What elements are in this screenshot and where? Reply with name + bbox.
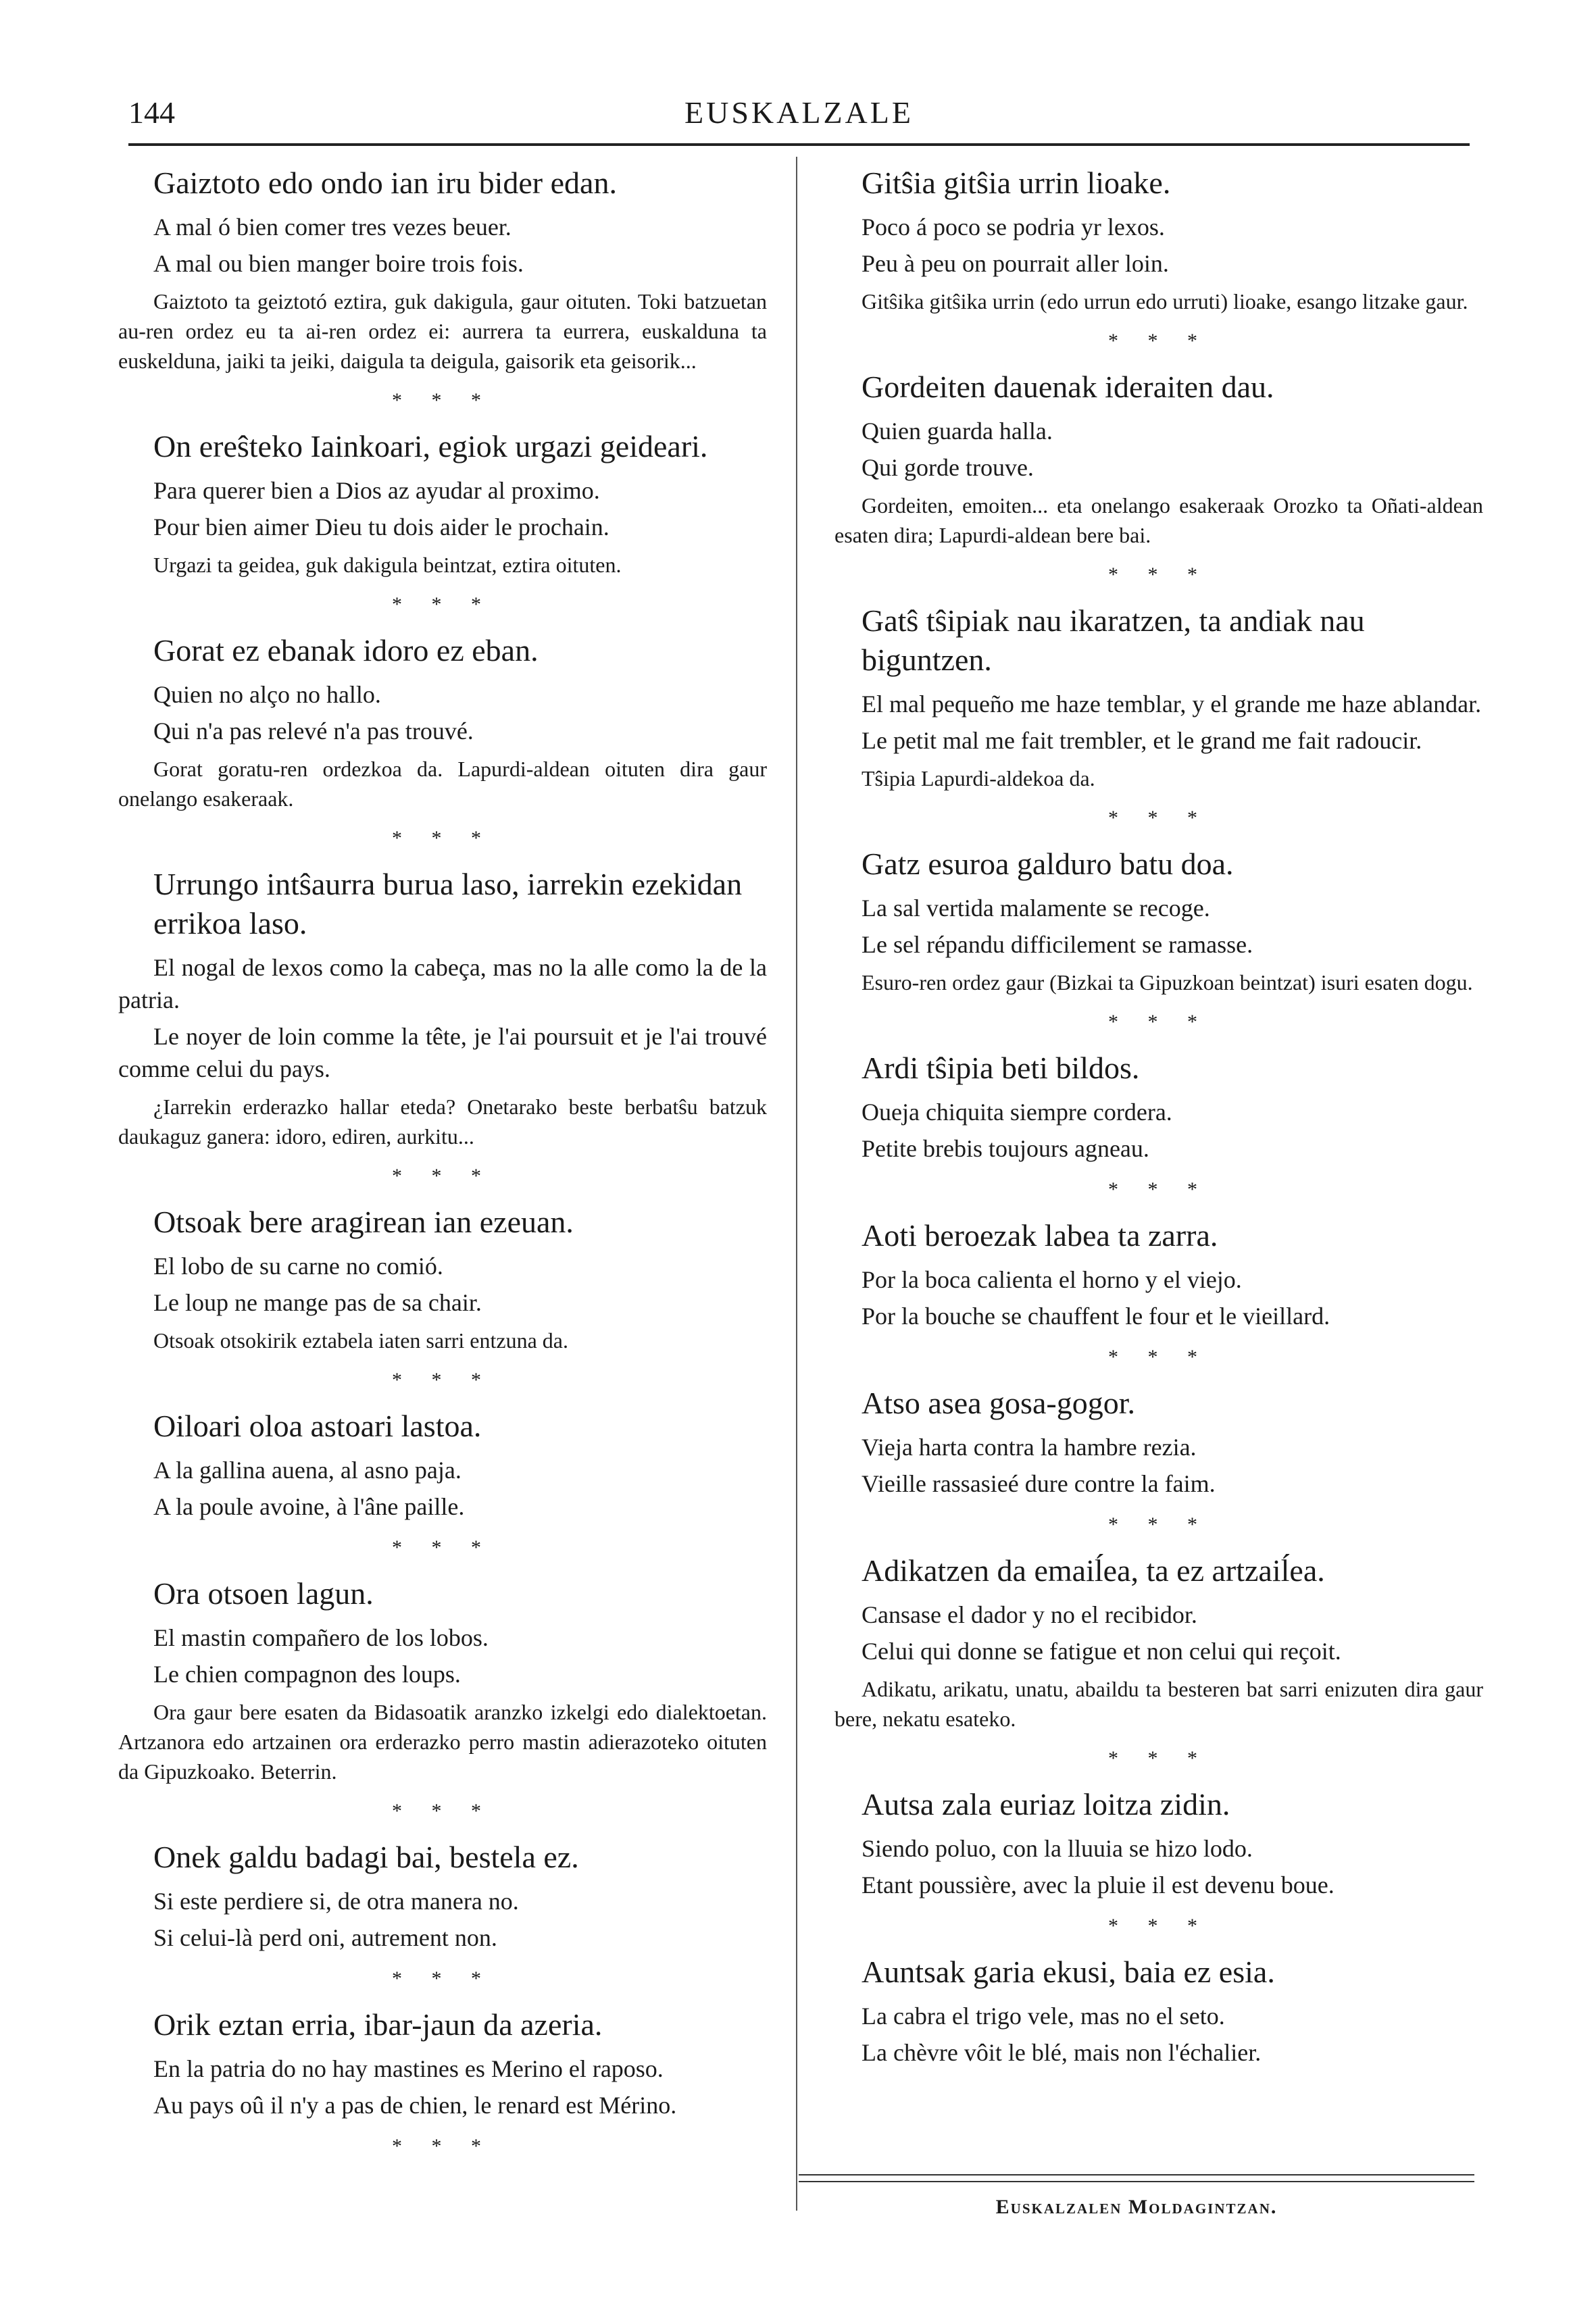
proverb-entry [118,865,767,1151]
proverb-entry [834,1384,1483,1500]
section-separator: * * * [392,2135,493,2157]
proverb-note: ¿Iarrekin erderazko hallar eteda? Onetarako beste berbatŝu batzuk daukaguz ganera: idoro, ediren, aurkitu... [118,1095,767,1149]
column-divider [796,157,797,2211]
translation-spanish: Por la boca calienta el horno y el viejo. [862,1266,1242,1293]
translation-french: Celui qui donne se fatigue et non celui qui reçoit. [862,1638,1341,1665]
translation-french: La chèvre vôit le blé, mais non l'échalier. [862,2039,1262,2066]
proverb-entry [118,1838,767,1954]
translation-french: Petite brebis toujours agneau. [862,1135,1149,1162]
section-separator: * * * [392,389,493,411]
proverb-basque: Gorat ez ebanak idoro ez eban. [153,633,539,668]
proverb-entry [834,1953,1483,2069]
proverb-entry [118,1203,767,1355]
proverb-basque: Auntsak garia ekusi, baia ez esia. [862,1955,1275,1989]
right-column [834,164,1483,2073]
proverb-note: Ora gaur bere esaten da Bidasoatik aranzko izkelgi edo dialektoetan. Artzanora edo artzainen ora erderazko perro mastin adierazoteko oituten da Gipuzkoako. Beterrin. [118,1700,767,1784]
running-title: EUSKALZALE [684,95,914,130]
translation-spanish: Para querer bien a Dios az ayudar al proximo. [153,477,600,504]
proverb-basque: Ora otsoen lagun. [153,1576,374,1611]
proverb-basque: Aoti beroezak labea ta zarra. [862,1218,1218,1253]
proverb-basque: Gitŝia gitŝia urrin lioake. [862,166,1171,200]
proverb-note: Otsoak otsokirik eztabela iaten sarri entzuna da. [153,1328,568,1353]
section-separator: * * * [1108,1011,1210,1033]
proverb-basque: Otsoak bere aragirean ian ezeuan. [153,1205,574,1239]
left-column [118,164,767,2173]
header-rule [128,143,1470,146]
translation-spanish: Vieja harta contra la hambre rezia. [862,1434,1197,1461]
proverb-basque: On ereŝteko Iainkoari, egiok urgazi geideari. [153,429,708,463]
translation-spanish: El lobo de su carne no comió. [153,1253,443,1280]
section-separator: * * * [1108,1915,1210,1937]
translation-spanish: Siendo poluo, con la lluuia se hizo lodo. [862,1835,1253,1862]
proverb-entry [118,2005,767,2121]
proverb-entry [834,164,1483,316]
translation-french: Peu à peu on pourrait aller loin. [862,250,1169,277]
translation-french: Le noyer de loin comme la tête, je l'ai poursuit et je l'ai trouvé comme celui du pays. [118,1023,767,1082]
proverb-entry [834,368,1483,550]
translation-spanish: Cansase el dador y no el recibidor. [862,1601,1197,1628]
translation-french: Qui gorde trouve. [862,454,1034,481]
page-number: 144 [128,95,175,130]
proverb-entry [834,845,1483,997]
proverb-entry [118,1407,767,1523]
proverb-basque: Gaiztoto edo ondo ian iru bider edan. [153,166,617,200]
translation-spanish: Quien guarda halla. [862,418,1053,445]
translation-spanish: El nogal de lexos como la cabeça, mas no la alle como la de la patria. [118,954,767,1013]
proverb-basque: Oiloari oloa astoari lastoa. [153,1409,482,1443]
section-separator: * * * [1108,1178,1210,1201]
proverb-note: Gitŝika gitŝika urrin (edo urrun edo urruti) lioake, esango litzake gaur. [862,289,1468,313]
section-separator: * * * [1108,1513,1210,1536]
proverb-note: Adikatu, arikatu, unatu, abaildu ta besteren bat sarri enizuten dira gaur bere, nekatu esateko. [834,1677,1483,1731]
section-separator: * * * [392,593,493,615]
proverb-note: Urgazi ta geidea, guk dakigula beintzat, eztira oituten. [153,553,622,577]
translation-spanish: Poco á poco se podria yr lexos. [862,213,1165,241]
translation-spanish: La sal vertida malamente se recoge. [862,895,1210,922]
section-separator: * * * [392,1800,493,1822]
translation-french: Le sel répandu difficilement se ramasse. [862,931,1253,958]
translation-french: Por la bouche se chauffent le four et le vieillard. [862,1303,1330,1330]
translation-spanish: Quien no alço no hallo. [153,681,381,708]
section-separator: * * * [392,827,493,849]
section-separator: * * * [1108,563,1210,586]
translation-spanish: Si este perdiere si, de otra manera no. [153,1888,519,1915]
translation-french: Le loup ne mange pas de sa chair. [153,1289,482,1316]
proverb-note: Gordeiten, emoiten... eta onelango esakeraak Orozko ta Oñati-aldean esaten dira; Lapurdi-aldean bere bai. [834,493,1483,547]
translation-french: Si celui-là perd oni, autrement non. [153,1924,497,1951]
proverb-note: Esuro-ren ordez gaur (Bizkai ta Gipuzkoan beintzat) isuri esaten dogu. [862,970,1473,995]
translation-french: Pour bien aimer Dieu tu dois aider le prochain. [153,513,609,540]
proverb-basque: Urrungo intŝaurra burua laso, iarrekin ezekidan errikoa laso. [153,867,743,940]
proverb-basque: Ardi tŝipia beti bildos. [862,1051,1140,1085]
footer-rule [799,2174,1474,2175]
section-separator: * * * [1108,1346,1210,1368]
proverb-basque: Orik eztan erria, ibar-jaun da azeria. [153,2007,603,2042]
proverb-basque: Gatz esuroa galduro batu doa. [862,847,1234,881]
proverb-entry [118,427,767,580]
footer-imprint: Euskalzalen Moldagintzan. [995,2196,1278,2218]
proverb-entry [118,164,767,376]
translation-spanish: El mastin compañero de los lobos. [153,1624,489,1651]
page-header [128,95,1470,142]
section-separator: * * * [392,1369,493,1391]
proverb-entry [834,1049,1483,1165]
section-separator: * * * [1108,1747,1210,1769]
proverb-entry [118,631,767,813]
translation-spanish: La cabra el trigo vele, mas no el seto. [862,2003,1225,2030]
translation-french: Le chien compagnon des loups. [153,1661,461,1688]
section-separator: * * * [1108,807,1210,829]
proverb-basque: Atso asea gosa-gogor. [862,1386,1135,1420]
proverb-entry [118,1574,767,1786]
translation-spanish: El mal pequeño me haze temblar, y el grande me haze ablandar. [862,690,1482,718]
proverb-basque: Onek galdu badagi bai, bestela ez. [153,1840,579,1874]
proverb-basque: Gordeiten dauenak ideraiten dau. [862,370,1274,404]
section-separator: * * * [1108,330,1210,352]
proverb-entry [834,601,1483,793]
translation-french: A la poule avoine, à l'âne paille. [153,1493,465,1520]
proverb-note: Tŝipia Lapurdi-aldekoa da. [862,766,1095,790]
proverb-basque: Gatŝ tŝipiak nau ikaratzen, ta andiak nau biguntzen. [862,603,1365,677]
translation-french: Au pays oû il n'y a pas de chien, le renard est Mérino. [153,2092,677,2119]
section-separator: * * * [392,1165,493,1187]
translation-spanish: En la patria do no hay mastines es Merino el raposo. [153,2055,664,2082]
translation-spanish: A la gallina auena, al asno paja. [153,1457,462,1484]
proverb-note: Gorat goratu-ren ordezkoa da. Lapurdi-aldean oituten dira gaur onelango esakeraak. [118,757,767,811]
translation-spanish: A mal ó bien comer tres vezes beuer. [153,213,512,241]
proverb-entry [834,1551,1483,1734]
proverb-basque: Adikatzen da emaiĺea, ta ez artzaiĺea. [862,1553,1325,1588]
translation-french: Etant poussière, avec la pluie il est devenu boue. [862,1871,1335,1898]
translation-french: Vieille rassasieé dure contre la faim. [862,1470,1216,1497]
proverb-note: Gaiztoto ta geiztotó eztira, guk dakigula, gaur oituten. Toki batzuetan au-ren ordez eu ta ai-ren ordez ei: aurrera ta eurrera, euskalduna ta euskelduna, jaiki ta jeiki, daigula ta deigula, gaisorik eta geisorik... [118,289,767,373]
section-separator: * * * [392,1967,493,1990]
translation-french: Le petit mal me fait trembler, et le grand me fait radoucir. [862,727,1422,754]
proverb-basque: Autsa zala euriaz loitza zidin. [862,1787,1230,1821]
proverb-entry [834,1785,1483,1901]
translation-french: Qui n'a pas relevé n'a pas trouvé. [153,718,474,745]
footer-rule [799,2181,1474,2182]
proverb-entry [834,1216,1483,1332]
section-separator: * * * [392,1536,493,1559]
translation-french: A mal ou bien manger boire trois fois. [153,250,524,277]
translation-spanish: Oueja chiquita siempre cordera. [862,1099,1172,1126]
